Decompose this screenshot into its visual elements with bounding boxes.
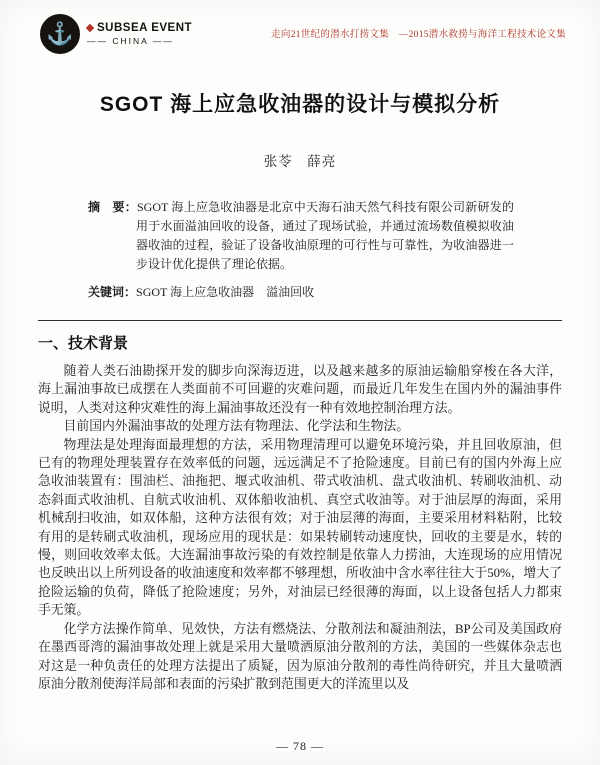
logo-subtitle: —— CHINA —— xyxy=(87,35,174,46)
section-divider xyxy=(38,320,562,321)
body-paragraph: 化学方法操作简单、见效快，方法有燃烧法、分散剂法和凝油剂法，BP公司及美国政府在墨西哥湾的漏油事故处理上就是采用大量喷洒原油分散剂的方法，美国的一些媒体杂志也对这是一种负责任的处理方法提出了质疑，因为原油分散剂的毒性尚待研究，并且大量喷洒原油分散剂使海洋局部和表面的污染扩散到范围更大的洋流里以及 xyxy=(38,621,562,691)
logo-text-block xyxy=(87,22,192,47)
abstract xyxy=(88,198,514,274)
page-number: — 78 — xyxy=(276,739,324,753)
subsea-event-logo xyxy=(40,14,192,54)
logo-title-text: SUBSEA EVENT xyxy=(97,21,193,34)
anchor-icon: ⚓ xyxy=(40,14,80,54)
abstract-block xyxy=(88,198,514,300)
authors: 张苓 薛亮 xyxy=(263,154,337,169)
body-paragraph: 目前国内外漏油事故的处理方法有物理法、化学法和生物法。 xyxy=(63,419,410,434)
page-header xyxy=(0,0,600,54)
abstract-label: 摘 要： xyxy=(88,200,137,214)
red-diamond-icon xyxy=(86,24,94,32)
keywords-text: SGOT 海上应急收油器 溢油回收 xyxy=(136,285,315,299)
body-paragraph: 物理法是处理海面最理想的方法，采用物理清理可以避免环境污染，并且回收原油，但已有的物理处理装置存在效率低的问题，远远满足不了抢险速度。目前已有的国内外海上应急收油装置有：围油栏、油拖把、堰式收油机、带式收油机、盘式收油机、转刷收油机、动态斜面式收油机、自航式收油机、双体船收油机、真空式收油等。对于油层厚的海面，采用机械刮扫收油，如双体船，这种方法很有效；对于油层薄的海面，主要采用材料粘附，比较有用的是转刷式收油机，现场应用的现状是：如果转刷转动速度快，回收的主要是水，转的慢，则回收效率太低。大连漏油事故污染的有效控制是依靠人力捞油，大连现场的应用情况也反映出以上所列设备的收油速度和效率都不够理想，所收油中含水率往往大于50%，增大了抢险运输的负荷，降低了抢险速度；另外，对油层已经很薄的海面，以上设备包括人力都束手无策。 xyxy=(38,437,562,618)
logo-title xyxy=(87,22,192,35)
series-title: 走向21世纪的潜水打捞文集 —2015潜水救捞与海洋工程技术论文集 xyxy=(271,30,566,40)
keywords-line xyxy=(88,283,514,300)
body-paragraph: 随着人类石油勘探开发的脚步向深海迈进，以及越来越多的原油运输船穿梭在各大洋，海上漏油事故已成摆在人类面前不可回避的灾难问题，而最近几年发生在国内外的漏油事件说明，人类对这种灾难性的海上漏油事故还没有一种有效地控制治理方法。 xyxy=(38,364,562,415)
abstract-text: SGOT 海上应急收油器是北京中天海石油天然气科技有限公司新研发的用于水面溢油回收的设备，通过了现场试验，并通过流场数值模拟收油器收油的过程，验证了设备收油原理的可行性与可靠性，为收油器进一步设计优化提供了理论依据。 xyxy=(136,200,514,271)
keywords-label: 关键词： xyxy=(88,285,137,299)
paper-title: SGOT 海上应急收油器的设计与模拟分析 xyxy=(99,93,501,116)
section-heading: 一、技术背景 xyxy=(38,335,129,352)
body-text xyxy=(38,362,562,693)
